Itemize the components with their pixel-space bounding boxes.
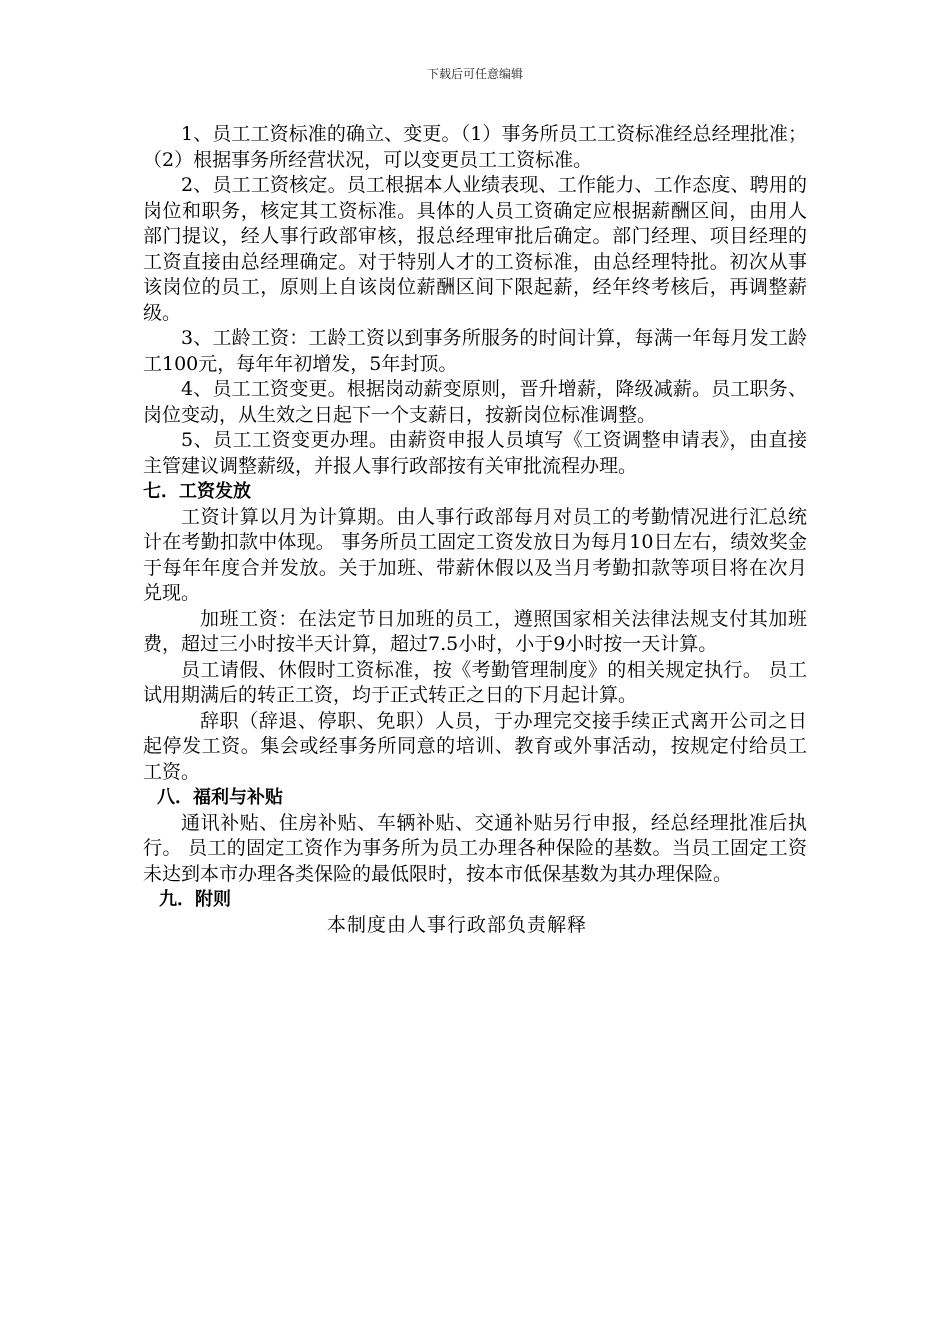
section-heading-welfare: 八．福利与补贴 <box>157 787 283 808</box>
section-heading-wage-payment: 七．工资发放 <box>143 481 251 502</box>
page-header-note: 下载后可任意编辑 <box>426 67 523 81</box>
paragraph-leave-pay: 员工请假、休假时工资标准，按《考勤管理制度》的相关规定执行。 员工试用期满后的转正工资，均于正式转正之日的下月起计算。 <box>143 658 807 706</box>
paragraph-wage-assessment: 2、员工工资核定。员工根据本人业绩表现、工作能力、工作态度、聘用的岗位和职务，核定其工资标准。具体的人员工资确定应根据薪酬区间，由用人部门提议，经人事行政部审核，报总经理审批后确定。部门经理、项目经理的工资直接由总经理确定。对于特别人才的工资标准，由总经理特批。初次从事该岗位的员工，原则上自该岗位薪酬区间下限起薪，经年终考核后，再调整薪级。 <box>143 174 807 324</box>
paragraph-pay-period: 工资计算以月为计算期。由人事行政部每月对员工的考勤情况进行汇总统计在考勤扣款中体现。 事务所员工固定工资发放日为每月10日左右，绩效奖金于每年年度合并发放。关于加班、带薪休假以及当月考勤扣款等项目将在次月兑现。 <box>143 505 807 604</box>
section-heading-supplementary: 九．附则 <box>159 889 231 910</box>
paragraph-seniority-pay: 3、工龄工资：工龄工资以到事务所服务的时间计算，每满一年每月发工龄工100元，每年年初增发，5年封顶。 <box>143 327 807 375</box>
paragraph-allowances: 通讯补贴、住房补贴、车辆补贴、交通补贴另行申报，经总经理批准后执行。 员工的固定工资作为事务所为员工办理各种保险的基数。当员工固定工资未达到本市办理各类保险的最低限时，按本市低保基数为其办理保险。 <box>143 811 807 885</box>
paragraph-overtime-pay: 加班工资：在法定节日加班的员工，遵照国家相关法律法规支付其加班费，超过三小时按半天计算，超过7.5小时，小于9小时按一天计算。 <box>143 607 807 655</box>
paragraph-resignation-pay: 辞职（辞退、停职、免职）人员，于办理完交接手续正式离开公司之日起停发工资。集会或经事务所同意的培训、教育或外事活动，按规定付给员工工资。 <box>143 709 807 783</box>
closing-statement: 本制度由人事行政部负责解释 <box>326 913 587 936</box>
paragraph-wage-change-procedure: 5、员工工资变更办理。由薪资申报人员填写《工资调整申请表》，由直接主管建议调整薪级，并报人事行政部按有关审批流程办理。 <box>143 429 807 477</box>
paragraph-wage-standard: 1、员工工资标准的确立、变更。（1）事务所员工工资标准经总经理批准；（2）根据事务所经营状况，可以变更员工工资标准。 <box>143 123 807 171</box>
paragraph-wage-change: 4、员工工资变更。根据岗动薪变原则，晋升增薪，降级减薪。员工职务、岗位变动，从生效之日起下一个支薪日，按新岗位标准调整。 <box>143 378 807 426</box>
document-body <box>143 122 807 938</box>
